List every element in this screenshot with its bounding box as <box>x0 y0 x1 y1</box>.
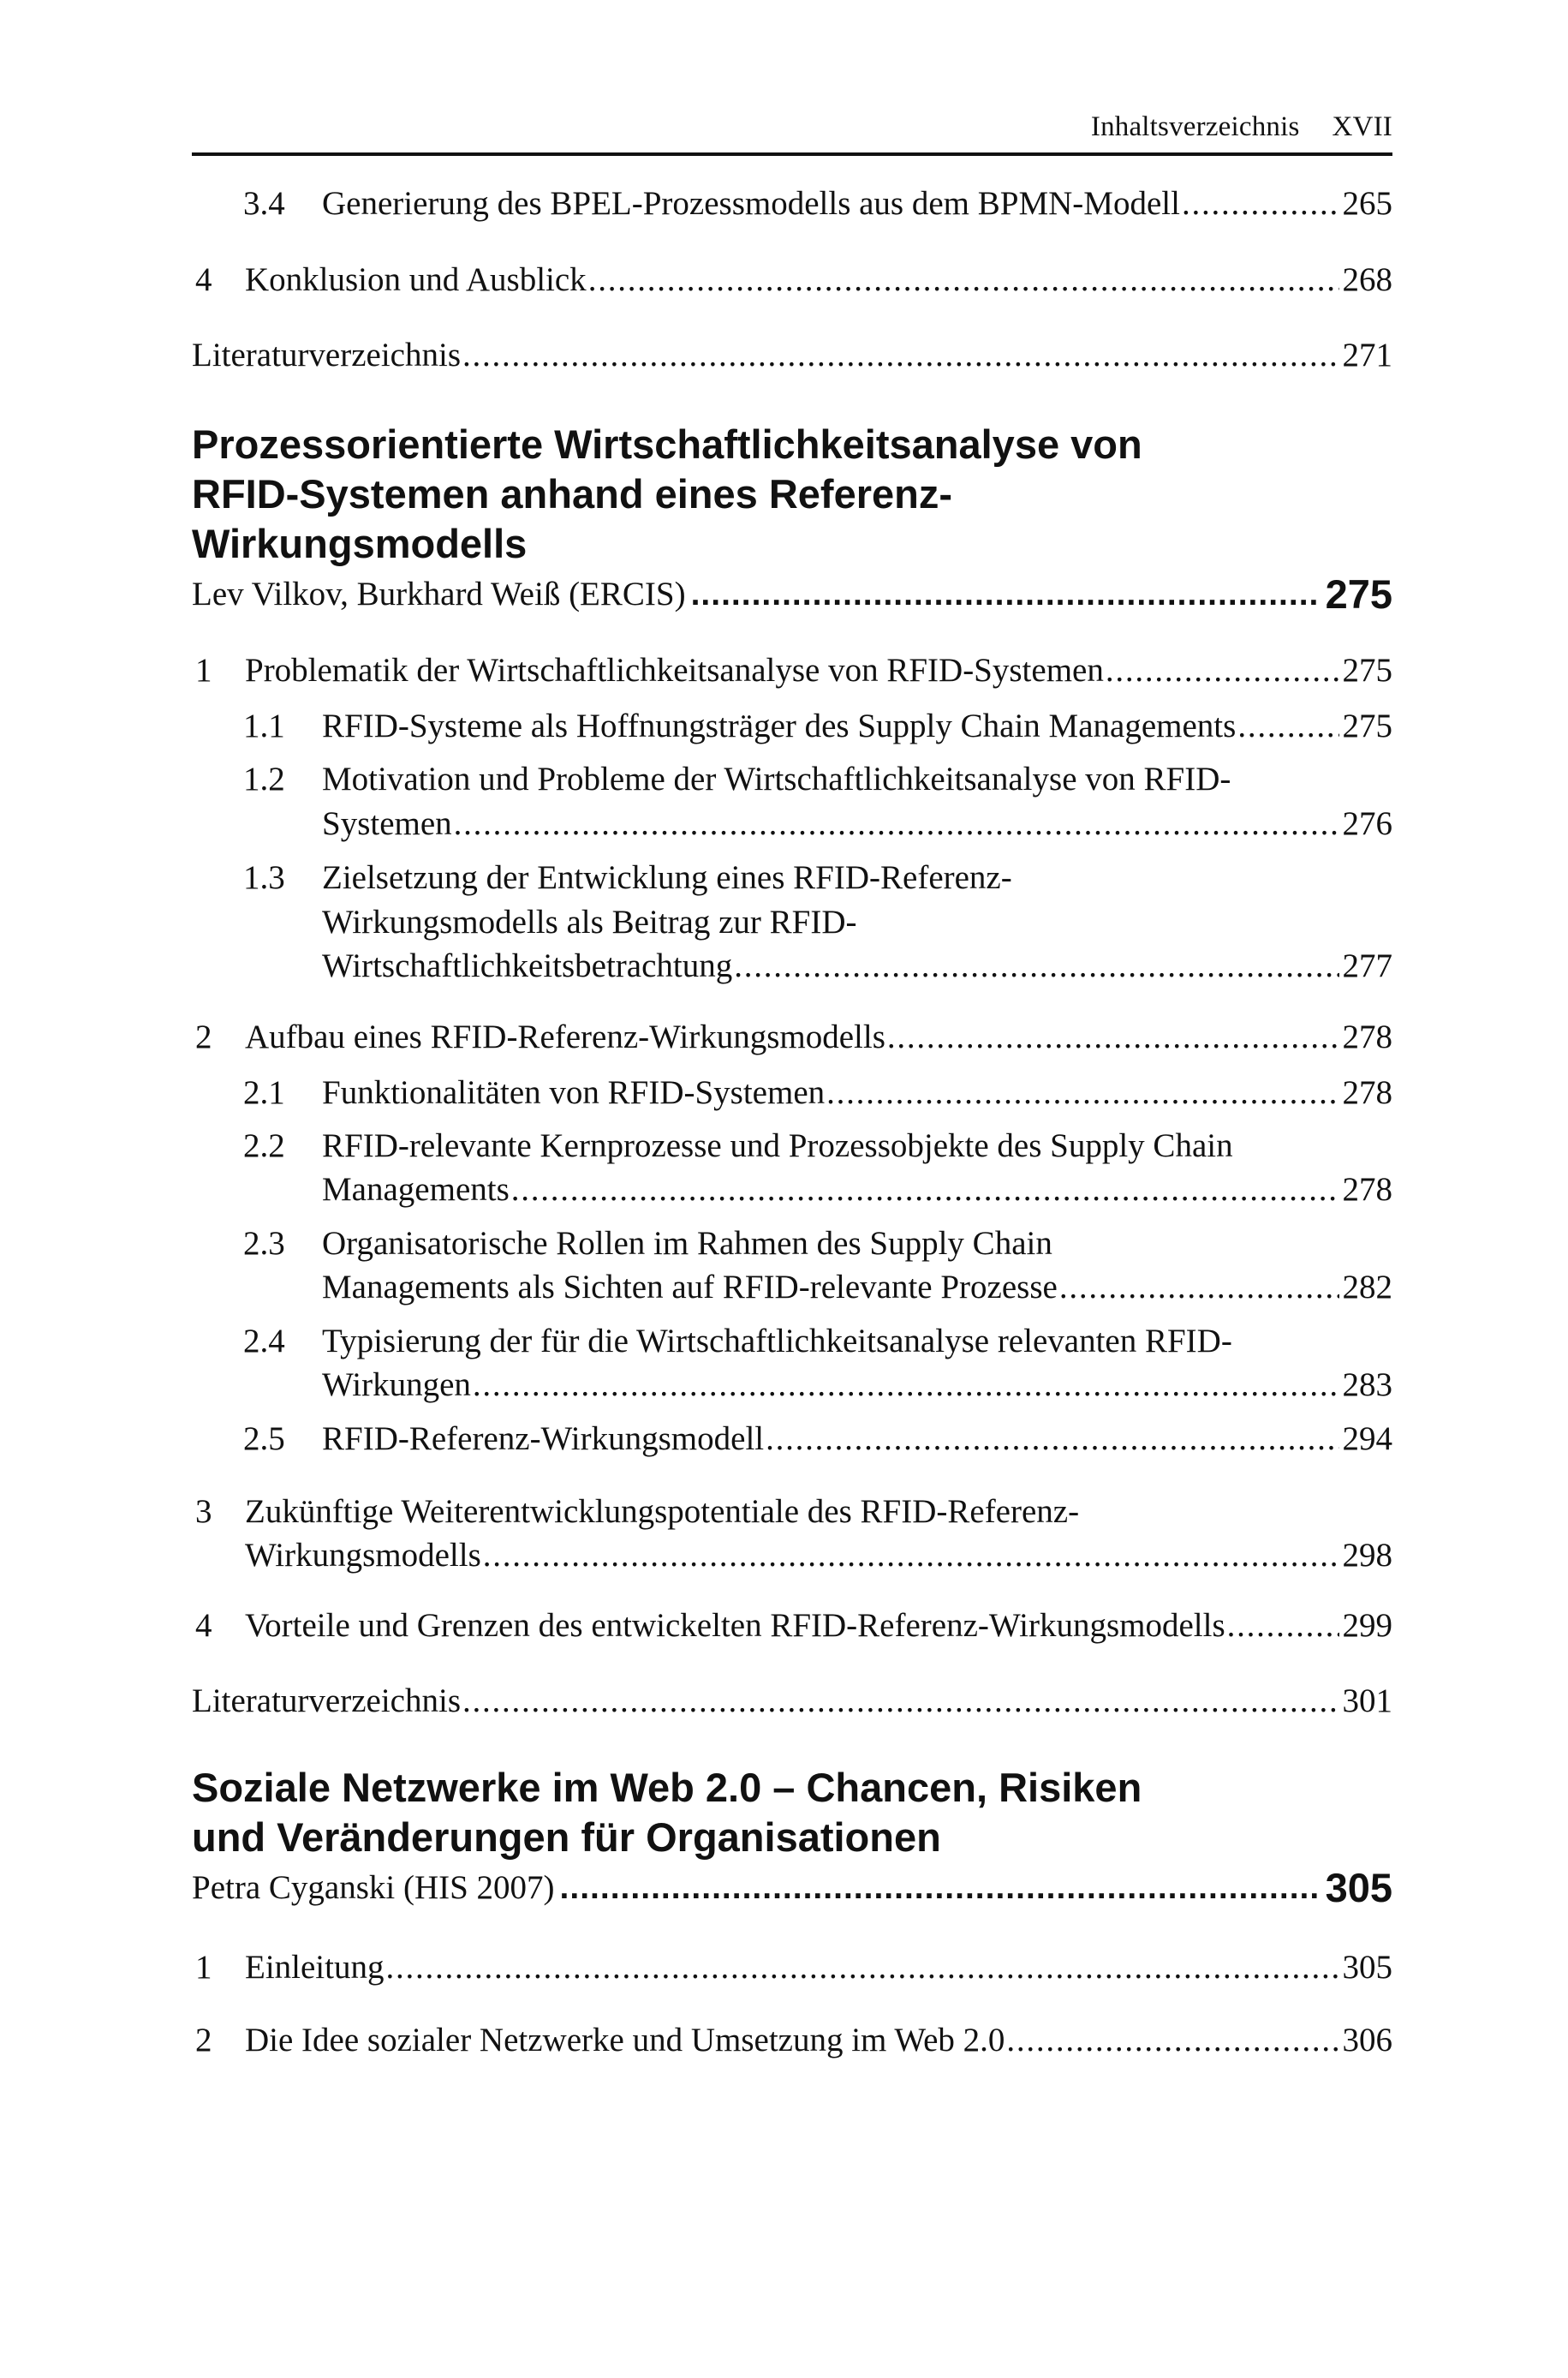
dot-leader <box>481 1535 1392 1576</box>
toc-entry-title: Zielsetzung der Entwicklung eines RFID-Referenz- <box>322 859 1012 896</box>
running-head-title: Inhaltsverzeichnis <box>1090 111 1300 142</box>
toc-entry-number: 2 <box>195 2022 212 2058</box>
toc-entry-number: 2.4 <box>243 1323 285 1359</box>
toc-entry <box>0 1605 1568 1646</box>
toc-entry-title: RFID-Systeme als Hoffnungsträger des Supply Chain Managements <box>322 708 1237 744</box>
toc-entry-page: 301 <box>1339 1681 1393 1722</box>
toc-entry-page: 305 <box>1339 1947 1393 1988</box>
toc-entry-title-continued: Wirkungsmodells <box>245 1537 481 1574</box>
toc-entry-title: RFID-Referenz-Wirkungsmodell <box>322 1420 765 1457</box>
toc-entry <box>0 1681 1568 1722</box>
toc-entry <box>0 183 1568 224</box>
toc-entry-title: Einleitung <box>245 1949 385 1986</box>
toc-entry-page: 277 <box>1339 946 1393 987</box>
toc-entry-title: Vorteile und Grenzen des entwickelten RFID-Referenz-Wirkungsmodells <box>245 1607 1225 1644</box>
toc-entry-page: 278 <box>1339 1169 1393 1210</box>
toc-entry-number: 3 <box>195 1493 212 1530</box>
toc-entry-title: Problematik der Wirtschaftlichkeitsanalyse von RFID-Systemen <box>245 652 1104 689</box>
toc-entry-page: 271 <box>1339 335 1393 376</box>
toc-entry <box>0 1535 1568 1576</box>
toc-entry <box>0 1947 1568 1988</box>
toc-entry-title: Typisierung der für die Wirtschaftlichkeitsanalyse relevanten RFID- <box>322 1323 1232 1359</box>
toc-entry-page: 306 <box>1339 2020 1393 2061</box>
toc-entry-number: 2.5 <box>243 1420 285 1457</box>
toc-entry <box>0 1419 1568 1460</box>
toc-entry-number: 4 <box>195 261 212 298</box>
toc-entry-title-continued: Wirkungsmodells als Beitrag zur RFID- <box>322 904 857 941</box>
article-title-line: Soziale Netzwerke im Web 2.0 – Chancen, Risiken <box>192 1765 1142 1810</box>
toc-entry-page: 283 <box>1339 1365 1393 1406</box>
toc-entry-number: 1 <box>195 652 212 689</box>
dot-leader <box>686 569 1392 620</box>
dot-leader <box>764 1419 1392 1460</box>
toc-entry <box>0 1267 1568 1308</box>
toc-entry-page: 275 <box>1339 706 1393 747</box>
dot-leader <box>384 1947 1392 1988</box>
toc-entry-page: 276 <box>1339 804 1393 845</box>
toc-entry-page: 268 <box>1339 260 1393 301</box>
toc-entry-title-continued: Systemen <box>322 805 452 842</box>
article-authors: Lev Vilkov, Burkhard Weiß (ERCIS) <box>192 576 686 612</box>
toc-entry-number: 1.3 <box>243 859 285 896</box>
toc-entry-number: 1 <box>195 1949 212 1986</box>
toc-entry <box>0 335 1568 376</box>
article-title-line: RFID-Systemen anhand eines Referenz- <box>192 471 952 517</box>
toc-entry-number: 4 <box>195 1607 212 1644</box>
toc-entry <box>0 260 1568 301</box>
toc-entry <box>0 1365 1568 1406</box>
toc-entry <box>0 946 1568 987</box>
toc-entry-page: 294 <box>1339 1419 1393 1460</box>
toc-entry-page: 298 <box>1339 1535 1393 1576</box>
dot-leader <box>461 1681 1392 1722</box>
dot-leader <box>452 804 1392 845</box>
article-title <box>192 420 1399 569</box>
dot-leader <box>1005 2020 1392 2061</box>
toc-entry-title: Zukünftige Weiterentwicklungspotentiale des RFID-Referenz- <box>245 1493 1080 1530</box>
toc-entry-number: 2 <box>195 1019 212 1055</box>
toc-entry-number: 1.2 <box>243 761 285 798</box>
dot-leader <box>555 1862 1392 1914</box>
toc-entry <box>0 1017 1568 1058</box>
toc-entry-number: 1.1 <box>243 708 285 744</box>
running-head-page-number: XVII <box>1332 111 1392 142</box>
toc-entry <box>0 706 1568 747</box>
article-start-page: 275 <box>1321 569 1392 620</box>
dot-leader <box>825 1072 1392 1114</box>
toc-entry-title-continued: Managements <box>322 1171 510 1208</box>
article-authors: Petra Cyganski (HIS 2007) <box>192 1869 555 1906</box>
dot-leader <box>885 1017 1392 1058</box>
toc-entry-number: 3.4 <box>243 185 285 222</box>
toc-entry-page: 265 <box>1339 183 1393 224</box>
article-title-line: und Veränderungen für Organisationen <box>192 1814 941 1860</box>
toc-entry-page: 278 <box>1339 1017 1393 1058</box>
toc-entry-number: 2.1 <box>243 1074 285 1111</box>
dot-leader <box>587 260 1392 301</box>
article-start-page: 305 <box>1321 1862 1392 1914</box>
toc-entry-title-continued: Wirtschaftlichkeitsbetrachtung <box>322 947 733 984</box>
toc-entry-title: Organisatorische Rollen im Rahmen des Supply Chain <box>322 1225 1052 1262</box>
dot-leader <box>732 946 1392 987</box>
toc-entry-title-continued: Wirkungen <box>322 1366 471 1403</box>
toc-entry-title: Konklusion und Ausblick <box>245 261 587 298</box>
toc-entry-page: 282 <box>1339 1267 1393 1308</box>
toc-entry <box>0 2020 1568 2061</box>
toc-entry-page: 278 <box>1339 1072 1393 1114</box>
article-title <box>192 1763 1399 1862</box>
article-title-line: Prozessorientierte Wirtschaftlichkeitsanalyse von <box>192 421 1142 467</box>
toc-entry-title: Literaturverzeichnis <box>192 1682 461 1719</box>
toc-entry-page: 299 <box>1339 1605 1393 1646</box>
running-head <box>192 108 1392 156</box>
toc-entry-title: RFID-relevante Kernprozesse und Prozessobjekte des Supply Chain <box>322 1127 1233 1164</box>
toc-entry-title: Literaturverzeichnis <box>192 337 461 373</box>
toc-entry <box>0 1072 1568 1114</box>
toc-entry-number: 2.2 <box>243 1127 285 1164</box>
toc-entry-page: 275 <box>1339 650 1393 691</box>
article-author-line <box>0 1862 1568 1914</box>
toc-entry <box>0 804 1568 845</box>
toc-entry <box>0 1169 1568 1210</box>
toc-entry-title: Aufbau eines RFID-Referenz-Wirkungsmodells <box>245 1019 885 1055</box>
article-title-line: Wirkungsmodells <box>192 521 528 566</box>
toc-entry-title: Generierung des BPEL-Prozessmodells aus dem BPMN-Modell <box>322 185 1180 222</box>
dot-leader <box>461 335 1392 376</box>
toc-entry <box>0 650 1568 691</box>
toc-entry-title: Motivation und Probleme der Wirtschaftlichkeitsanalyse von RFID- <box>322 761 1231 798</box>
dot-leader <box>510 1169 1392 1210</box>
article-author-line <box>0 569 1568 620</box>
toc-entry-title: Die Idee sozialer Netzwerke und Umsetzung im Web 2.0 <box>245 2022 1005 2058</box>
toc-entry-number: 2.3 <box>243 1225 285 1262</box>
toc-entry-title-continued: Managements als Sichten auf RFID-relevante Prozesse <box>322 1269 1058 1306</box>
toc-entry-title: Funktionalitäten von RFID-Systemen <box>322 1074 826 1111</box>
dot-leader <box>471 1365 1392 1406</box>
